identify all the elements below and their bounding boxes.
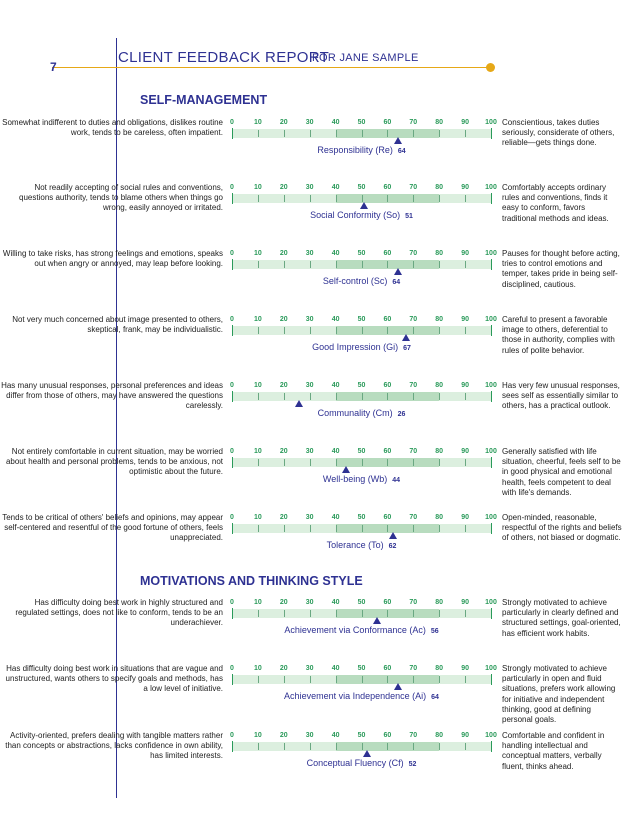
scale-tick-label: 30 [305,316,314,323]
scale-bar-gridline [258,525,259,532]
scale-bar-gridline [310,459,311,466]
score-marker-icon [394,268,402,275]
scale-bar-gridline [413,393,414,400]
scale-bar-gridline [310,327,311,334]
scale-low-description: Not very much concerned about image presented to others, skeptical, frank, may be individualistic. [12,315,223,335]
scale-low-description: Somewhat indifferent to duties and obligations, dislikes routine work, tends to be careless, often impatient. [2,118,223,138]
scale-tick-label: 100 [485,119,497,126]
scale-bar [232,260,491,269]
scale-tick-label: 40 [331,665,340,672]
scale-tick-label: 50 [357,119,366,126]
score-marker-icon [402,334,410,341]
scale-bar-gridline [284,459,285,466]
scale-tick-label: 100 [485,382,497,389]
scale-name: Good Impression (Gi) [312,342,399,352]
scale-bar-gridline [413,327,414,334]
scale-bar-gridline [387,130,388,137]
scale-bar-gridline [491,128,492,139]
scale-bar-gridline [413,261,414,268]
scale-tick-label: 60 [383,250,392,257]
scale-score: 26 [397,411,406,418]
scale-tick-label: 30 [305,448,314,455]
scale-bar-gridline [491,325,492,336]
scale-tick-label: 60 [383,665,392,672]
scale-tick-label: 100 [485,665,497,672]
scale-label [284,625,438,635]
scale-bar-gridline [258,676,259,683]
scale-low-description: Tends to be critical of others' beliefs and opinions, may appear self-centered and resentful of the good fortune of others, feels unappreciated. [2,513,223,543]
scale-tick-label: 40 [331,448,340,455]
scale-tick-label: 60 [383,316,392,323]
scale-tick-label: 20 [279,514,288,521]
scale-bar-gridline [232,193,233,204]
scale-tick-label: 0 [230,448,234,455]
scale-tick-label: 40 [331,514,340,521]
scale-tick-label: 50 [357,250,366,257]
scale-high-description: Comfortably accepts ordinary rules and conventions, finds it easy to conform, favors traditional methods and ideas. [502,183,609,223]
scale-bar [232,326,491,335]
scale-bar-gridline [491,741,492,752]
scale-bar-gridline [310,525,311,532]
scale-tick-label: 0 [230,514,234,521]
scale-bar-gridline [413,676,414,683]
scale-tick-label: 80 [435,250,444,257]
scale-tick-label: 90 [461,250,469,257]
scale-tick-label: 80 [435,316,444,323]
scale-score: 62 [388,543,397,550]
scale-tick-label: 60 [383,448,392,455]
scale-tick-label: 70 [409,448,418,455]
scale-tick-label: 10 [253,448,262,455]
scale-tick-label: 20 [279,665,288,672]
scale-bar-gridline [465,393,466,400]
scale-bar [232,675,491,684]
scale-tick-label: 20 [279,599,288,606]
scale-tick-label: 70 [409,316,418,323]
scale-low-description: Willing to take risks, has strong feelings and emotions, speaks out when angry or annoyed, may leap before looking. [2,249,223,269]
scale-tick-label: 30 [305,382,314,389]
scale-tick-label: 40 [331,732,340,739]
scale-high-description: Conscientious, takes duties seriously, considerate of others, reliable—gets things done. [502,118,615,148]
scale-bar-gridline [232,608,233,619]
scale-bar [232,129,491,138]
scale-low-description: Has difficulty doing best work in highly structured and regulated settings, does not like to conform, tends to be an underachiever. [15,598,223,628]
scale-high-description: Careful to present a favorable image to others, deferential to those in authority, complies with rules of polite behavior. [502,315,615,355]
scale-bar-gridline [387,327,388,334]
scale-bar-gridline [439,393,440,400]
scale-tick-label: 70 [409,184,418,191]
scale-tick-label: 70 [409,732,418,739]
scale-bar [232,458,491,467]
scale-tick-label: 100 [485,514,497,521]
scale-tick-label: 100 [485,599,497,606]
scale-name: Achievement via Conformance (Ac) [284,625,426,635]
scale-tick-label: 60 [383,119,392,126]
scale-bar [232,609,491,618]
scale-bar-gridline [362,130,363,137]
scale-bar-gridline [439,743,440,750]
scale-tick-label: 30 [305,184,314,191]
scale-tick-label: 20 [279,448,288,455]
scale-bar-gridline [413,610,414,617]
scale-bar-gridline [362,393,363,400]
scale-bar-gridline [465,130,466,137]
scale-high-description: Pauses for thought before acting, tries to control emotions and temper, takes pride in being self-disciplined, cautious. [502,249,620,289]
scale-tick-label: 90 [461,184,469,191]
scale-bar-gridline [413,195,414,202]
scale-label [284,691,439,701]
scale-tick-label: 100 [485,184,497,191]
scale-bar-gridline [232,128,233,139]
scale-tick-label: 10 [253,732,262,739]
scale-bar-gridline [258,130,259,137]
header-rule-dot [486,63,495,72]
scale-tick-label: 50 [357,665,366,672]
scale-bar-gridline [465,459,466,466]
scale-bar-gridline [413,130,414,137]
scale-bar-gridline [258,610,259,617]
scale-tick-label: 0 [230,184,234,191]
scale-bar-gridline [491,674,492,685]
scale-bar-gridline [387,393,388,400]
scale-tick-label: 10 [253,382,262,389]
scale-tick-label: 10 [253,119,262,126]
scale-bar-gridline [387,261,388,268]
scale-tick-label: 10 [253,514,262,521]
scale-high-description: Strongly motivated to achieve particularly in clearly defined and structured settings, goal-oriented, has efficient work habits. [502,598,621,638]
score-marker-icon [394,683,402,690]
header-rule [52,67,490,68]
scale-tick-label: 80 [435,665,444,672]
scale-tick-label: 50 [357,184,366,191]
report-title: CLIENT FEEDBACK REPORT [118,49,330,66]
scale-bar-gridline [465,610,466,617]
scale-bar-gridline [310,261,311,268]
scale-tick-label: 10 [253,250,262,257]
scale-name: Self-control (Sc) [322,276,388,286]
section-title-motivations: MOTIVATIONS AND THINKING STYLE [140,574,363,588]
scale-high-description: Generally satisfied with life situation, cheerful, feels self to be in good physical and emotional health, feels competent to deal with life's demands. [502,447,621,497]
scale-bar-gridline [232,391,233,402]
scale-bar-gridline [336,743,337,750]
scale-tick-label: 10 [253,665,262,672]
scale-tick-label: 40 [331,382,340,389]
scale-bar-gridline [232,523,233,534]
scale-bar-gridline [284,525,285,532]
scale-bar-gridline [491,259,492,270]
scale-label [317,145,405,155]
scale-bar-gridline [284,327,285,334]
scale-bar-gridline [336,676,337,683]
scale-tick-label: 50 [357,316,366,323]
scale-tick-label: 80 [435,732,444,739]
scale-bar-gridline [439,327,440,334]
scale-bar-gridline [258,261,259,268]
scale-tick-label: 80 [435,184,444,191]
scale-tick-label: 50 [357,599,366,606]
scale-tick-label: 20 [279,316,288,323]
scale-bar-gridline [413,525,414,532]
scale-bar-gridline [362,743,363,750]
scale-bar-gridline [232,741,233,752]
scale-high-description: Has very few unusual responses, sees self as essentially similar to others, has a practical outlook. [502,381,620,411]
scale-bar-gridline [387,743,388,750]
scale-tick-label: 90 [461,514,469,521]
scale-bar-gridline [336,525,337,532]
scale-bar-gridline [465,195,466,202]
scale-bar-gridline [465,261,466,268]
scale-name: Conceptual Fluency (Cf) [306,758,404,768]
scale-tick-label: 70 [409,119,418,126]
scale-tick-label: 60 [383,732,392,739]
scale-tick-label: 20 [279,732,288,739]
scale-bar-gridline [362,327,363,334]
scale-bar-gridline [232,325,233,336]
scale-bar-gridline [284,130,285,137]
scale-tick-label: 90 [461,599,469,606]
scale-name: Well-being (Wb) [322,474,388,484]
scale-tick-label: 10 [253,599,262,606]
scale-tick-label: 0 [230,665,234,672]
scale-bar-gridline [258,327,259,334]
scale-bar-gridline [310,610,311,617]
scale-tick-label: 100 [485,448,497,455]
scale-low-description: Not readily accepting of social rules and conventions, questions authority, tends to blame others when things go wrong, easily annoyed or irritated. [19,183,223,213]
scale-bar-gridline [336,327,337,334]
scale-high-description: Comfortable and confident in handling intellectual and conceptual matters, verbally fluent, thinks ahead. [502,731,605,771]
scale-tick-label: 90 [461,382,469,389]
scale-score: 64 [392,279,401,286]
scale-tick-label: 60 [383,382,392,389]
scale-bar-gridline [336,195,337,202]
scale-bar-gridline [491,608,492,619]
section-title-self-management: SELF-MANAGEMENT [140,93,268,107]
scale-score: 67 [403,345,411,352]
scale-low-description: Has many unusual responses, personal preferences and ideas differ from those of others, may have answered the questions carelessly. [1,381,223,411]
scale-tick-label: 30 [305,665,314,672]
scale-low-description: Activity-oriented, prefers dealing with tangible matters rather than concepts or abstractions, lacks confidence in own ability, has limited interests. [5,731,223,761]
scale-tick-label: 0 [230,732,234,739]
scale-tick-label: 50 [357,382,366,389]
scale-tick-label: 60 [383,599,392,606]
scale-tick-label: 40 [331,119,340,126]
scale-tick-label: 90 [461,448,469,455]
scale-tick-label: 10 [253,184,262,191]
scale-score: 56 [430,628,439,635]
scale-bar-gridline [336,130,337,137]
scale-bar-gridline [284,743,285,750]
scale-bar-gridline [258,743,259,750]
scale-bar-gridline [336,610,337,617]
scale-bar-gridline [232,457,233,468]
scale-tick-label: 80 [435,599,444,606]
scale-label [327,540,397,550]
scale-bar-gridline [439,525,440,532]
scale-name: Communality (Cm) [317,408,393,418]
score-marker-icon [295,400,303,407]
scale-tick-label: 0 [230,250,234,257]
scale-bar-gridline [362,610,363,617]
score-marker-icon [389,532,397,539]
scale-bar-gridline [439,261,440,268]
score-marker-icon [360,202,368,209]
scale-tick-label: 80 [435,382,444,389]
scale-tick-label: 0 [230,119,234,126]
scale-tick-label: 40 [331,316,340,323]
scale-bar-gridline [439,459,440,466]
scale-tick-label: 0 [230,599,234,606]
scale-high-description: Strongly motivated to achieve particularly in open and fluid situations, prefers work allowing for initiative and independent thinking, good at defining personal goals. [502,664,616,725]
scale-bar-gridline [413,459,414,466]
scale-bar-gridline [336,393,337,400]
scale-bar-gridline [232,674,233,685]
scale-bar-gridline [310,676,311,683]
scale-tick-label: 40 [331,184,340,191]
scale-bar-gridline [362,459,363,466]
scale-bar-gridline [310,743,311,750]
scale-bar-gridline [465,743,466,750]
scale-score: 64 [397,148,406,155]
scale-label [307,758,417,768]
scale-tick-label: 70 [409,514,418,521]
scale-tick-label: 80 [435,514,444,521]
scale-bar-gridline [387,459,388,466]
scale-bar-gridline [491,193,492,204]
scale-bar [232,392,491,401]
scale-bar-gridline [465,327,466,334]
scale-tick-label: 0 [230,316,234,323]
scale-bar-gridline [465,525,466,532]
scale-bar-gridline [439,130,440,137]
scale-low-description: Not entirely comfortable in current situation, may be worried about health and personal problems, tends to be anxious, not optimistic about the future. [5,447,223,477]
scale-tick-label: 30 [305,732,314,739]
score-marker-icon [363,750,371,757]
report-subtitle: FOR JANE SAMPLE [312,52,419,64]
scale-bar-gridline [439,610,440,617]
scale-bar-gridline [362,261,363,268]
score-marker-icon [373,617,381,624]
scale-name: Social Conformity (So) [310,210,401,220]
scale-bar-gridline [284,393,285,400]
scale-tick-label: 100 [485,732,497,739]
scale-bar-gridline [258,459,259,466]
scale-tick-label: 30 [305,250,314,257]
scale-tick-label: 90 [461,665,469,672]
scale-bar-gridline [491,457,492,468]
scale-tick-label: 20 [279,250,288,257]
scale-bar-gridline [362,525,363,532]
scale-tick-label: 90 [461,119,469,126]
scale-score: 64 [431,694,439,701]
scale-tick-label: 20 [279,382,288,389]
scale-name: Tolerance (To) [326,540,384,550]
scale-tick-label: 10 [253,316,262,323]
scale-bar-gridline [465,676,466,683]
scale-bar-gridline [387,195,388,202]
scale-tick-label: 100 [485,316,497,323]
scale-bar-gridline [310,195,311,202]
scale-bar [232,524,491,533]
scale-score: 51 [405,213,413,220]
scale-bar-gridline [439,676,440,683]
scale-bar-gridline [362,195,363,202]
scale-tick-label: 60 [383,184,392,191]
scale-high-description: Open-minded, reasonable, respectful of the rights and beliefs of others, not biased or dogmatic. [502,513,622,543]
scale-tick-label: 20 [279,184,288,191]
scale-label [310,210,413,220]
scale-bar-gridline [491,523,492,534]
scale-tick-label: 70 [409,382,418,389]
scale-tick-label: 30 [305,599,314,606]
scale-tick-label: 70 [409,599,418,606]
scale-label [312,342,411,352]
scale-bar-gridline [336,459,337,466]
scale-tick-label: 100 [485,250,497,257]
score-marker-icon [342,466,350,473]
scale-bar-gridline [232,259,233,270]
scale-bar-gridline [284,195,285,202]
scale-tick-label: 0 [230,382,234,389]
scale-label [323,474,400,484]
scale-tick-label: 20 [279,119,288,126]
scale-tick-label: 40 [331,250,340,257]
scale-bar [232,742,491,751]
scale-score: 52 [408,761,417,768]
scale-tick-label: 40 [331,599,340,606]
page-number: 7 [50,60,57,74]
scale-low-description: Has difficulty doing best work in situations that are vague and unstructured, wants others to specify goals and methods, has a low level of initiative. [5,664,223,694]
scale-score: 44 [392,477,401,484]
scale-bar-gridline [284,676,285,683]
scale-tick-label: 80 [435,448,444,455]
scale-bar-gridline [336,261,337,268]
scale-tick-label: 90 [461,732,469,739]
score-marker-icon [394,137,402,144]
scale-bar-gridline [387,525,388,532]
scale-bar-gridline [258,393,259,400]
scale-name: Achievement via Independence (Ai) [284,691,427,701]
scale-tick-label: 50 [357,448,366,455]
scale-tick-label: 90 [461,316,469,323]
scale-bar-gridline [310,393,311,400]
scale-label [323,276,400,286]
scale-bar-gridline [491,391,492,402]
scale-bar-gridline [387,676,388,683]
scale-bar-gridline [362,676,363,683]
scale-bar-gridline [413,743,414,750]
scale-tick-label: 50 [357,732,366,739]
scale-bar-gridline [284,261,285,268]
scale-label [318,408,406,418]
scale-bar-gridline [439,195,440,202]
scale-tick-label: 60 [383,514,392,521]
scale-bar-gridline [258,195,259,202]
scale-tick-label: 70 [409,665,418,672]
scale-tick-label: 70 [409,250,418,257]
scale-tick-label: 30 [305,119,314,126]
scale-tick-label: 80 [435,119,444,126]
scale-tick-label: 30 [305,514,314,521]
scale-bar-gridline [310,130,311,137]
scale-bar-gridline [284,610,285,617]
scale-bar-gridline [387,610,388,617]
scale-name: Responsibility (Re) [317,145,393,155]
scale-tick-label: 50 [357,514,366,521]
